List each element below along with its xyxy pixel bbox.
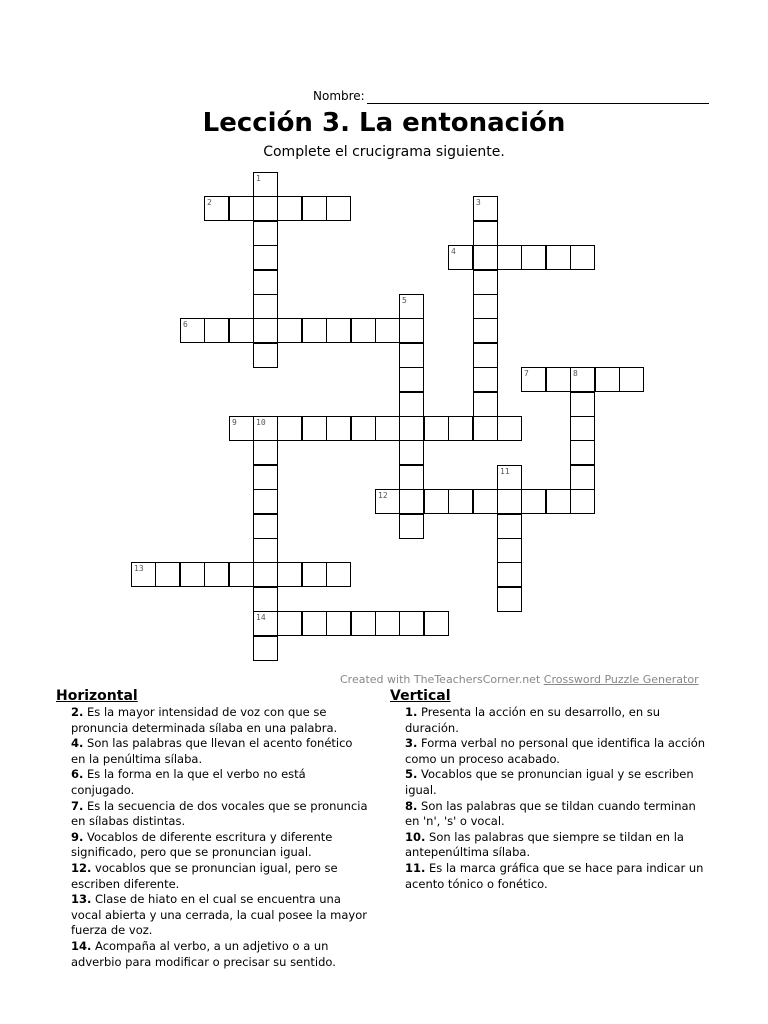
clue-number: 2 — [207, 198, 212, 207]
grid-cell[interactable] — [253, 294, 278, 319]
grid-cell[interactable] — [253, 343, 278, 368]
clue-number: 13 — [134, 564, 144, 573]
grid-cell[interactable] — [277, 196, 302, 221]
clue-item — [56, 799, 368, 830]
credit-text: Created with TheTeachersCorner.net — [340, 673, 541, 686]
grid-cell[interactable] — [399, 465, 424, 490]
grid-cell[interactable] — [326, 196, 351, 221]
clue-item-text: Es la forma en la que el verbo no está conjugado. — [71, 767, 306, 797]
clue-item — [56, 705, 368, 736]
grid-cell[interactable] — [253, 465, 278, 490]
grid-cell[interactable] — [399, 416, 424, 441]
grid-cell[interactable] — [497, 465, 522, 490]
clue-item-text: Es la mayor intensidad de voz con que se pronuncia determinada sílaba en una palabra. — [71, 705, 338, 735]
grid-cell[interactable] — [204, 562, 229, 587]
clue-number: 4 — [451, 247, 456, 256]
clue-item-text: Clase de hiato en el cual se encuentra una vocal abierta y una cerrada, la cual posee la mayor fuerza de voz. — [71, 892, 367, 938]
grid-cell[interactable] — [253, 416, 278, 441]
clue-item — [390, 799, 710, 830]
clue-item — [56, 861, 368, 892]
grid-cell[interactable] — [473, 489, 498, 514]
grid-cell[interactable] — [253, 245, 278, 270]
grid-cell[interactable] — [253, 172, 278, 197]
grid-cell[interactable] — [521, 489, 546, 514]
grid-cell[interactable] — [229, 318, 254, 343]
clue-number: 1 — [256, 174, 261, 183]
grid-cell[interactable] — [375, 416, 400, 441]
clue-item-number: 14. — [71, 938, 92, 953]
grid-cell[interactable] — [229, 196, 254, 221]
grid-cell[interactable] — [473, 270, 498, 295]
grid-cell[interactable] — [351, 318, 376, 343]
clue-item — [56, 892, 368, 939]
clues-down — [390, 688, 710, 892]
clue-item-number: 1. — [405, 705, 418, 719]
grid-cell[interactable] — [473, 343, 498, 368]
page-title: Lección 3. La entonación — [202, 108, 566, 138]
grid-cell[interactable] — [277, 611, 302, 636]
clue-item-number: 10. — [405, 829, 426, 844]
clue-item-number: 7. — [71, 798, 84, 813]
grid-cell[interactable] — [253, 538, 278, 563]
grid-cell[interactable] — [399, 294, 424, 319]
grid-cell[interactable] — [546, 367, 571, 392]
clue-number: 3 — [476, 198, 481, 207]
grid-cell[interactable] — [326, 318, 351, 343]
grid-cell[interactable] — [326, 416, 351, 441]
grid-cell[interactable] — [229, 416, 254, 441]
grid-cell[interactable] — [253, 270, 278, 295]
grid-cell[interactable] — [399, 367, 424, 392]
clue-item-number: 9. — [71, 829, 84, 844]
grid-cell[interactable] — [546, 489, 571, 514]
clues-across — [56, 688, 368, 970]
grid-cell[interactable] — [473, 416, 498, 441]
clue-item-text: Forma verbal no personal que identifica la acción como un proceso acabado. — [405, 736, 706, 766]
grid-cell[interactable] — [546, 245, 571, 270]
grid-cell[interactable] — [424, 489, 449, 514]
grid-cell[interactable] — [180, 318, 205, 343]
grid-cell[interactable] — [570, 416, 595, 441]
grid-cell[interactable] — [253, 636, 278, 661]
clue-list — [390, 705, 710, 892]
clue-item-text: Es la marca gráfica que se hace para indicar un acento tónico o fonético. — [405, 860, 704, 891]
grid-cell[interactable] — [302, 562, 327, 587]
grid-cell[interactable] — [473, 392, 498, 417]
clue-item — [390, 830, 710, 861]
clue-number: 14 — [256, 613, 266, 622]
grid-cell[interactable] — [473, 318, 498, 343]
grid-cell[interactable] — [326, 611, 351, 636]
clue-number: 7 — [524, 369, 529, 378]
grid-cell[interactable] — [497, 538, 522, 563]
clue-item — [390, 705, 710, 736]
generator-link[interactable]: Crossword Puzzle Generator — [543, 673, 699, 686]
name-label: Nombre: — [313, 89, 365, 103]
grid-cell[interactable] — [253, 611, 278, 636]
grid-cell[interactable] — [497, 416, 522, 441]
clue-number: 9 — [232, 418, 237, 427]
grid-cell[interactable] — [375, 611, 400, 636]
grid-cell[interactable] — [253, 489, 278, 514]
clue-item-number: 13. — [71, 892, 92, 907]
grid-cell[interactable] — [448, 489, 473, 514]
grid-cell[interactable] — [253, 514, 278, 539]
grid-cell[interactable] — [277, 318, 302, 343]
grid-cell[interactable] — [473, 367, 498, 392]
grid-cell[interactable] — [473, 245, 498, 270]
clue-number: 10 — [256, 418, 266, 427]
grid-cell[interactable] — [473, 294, 498, 319]
grid-cell[interactable] — [399, 318, 424, 343]
clue-item-number: 5. — [405, 767, 418, 782]
grid-cell[interactable] — [302, 416, 327, 441]
grid-cell[interactable] — [131, 562, 156, 587]
clue-number: 6 — [183, 320, 188, 329]
grid-cell[interactable] — [253, 440, 278, 465]
grid-cell[interactable] — [399, 489, 424, 514]
clue-item-number: 3. — [405, 736, 418, 751]
grid-cell[interactable] — [619, 367, 644, 392]
clue-item-text: vocablos que se pronuncian igual, pero se escriben diferente. — [71, 860, 338, 891]
page-subtitle: Complete el crucigrama siguiente. — [263, 144, 505, 160]
grid-cell[interactable] — [497, 245, 522, 270]
clue-item — [390, 767, 710, 798]
grid-cell[interactable] — [424, 416, 449, 441]
grid-cell[interactable] — [399, 611, 424, 636]
clue-item — [390, 861, 710, 892]
grid-cell[interactable] — [351, 416, 376, 441]
clue-item-number: 4. — [71, 736, 84, 751]
clue-item-text: Acompaña al verbo, a un adjetivo o a un adverbio para modificar o precisar su sentido. — [71, 938, 336, 969]
grid-cell[interactable] — [253, 318, 278, 343]
clue-number: 12 — [378, 491, 388, 500]
clue-number: 8 — [573, 369, 578, 378]
grid-cell[interactable] — [448, 416, 473, 441]
grid-cell[interactable] — [253, 562, 278, 587]
credit-line — [340, 673, 699, 686]
grid-cell[interactable] — [204, 318, 229, 343]
grid-cell[interactable] — [302, 318, 327, 343]
grid-cell[interactable] — [253, 587, 278, 612]
clue-list — [56, 705, 368, 970]
clues-across-heading: Horizontal — [56, 688, 138, 704]
grid-cell[interactable] — [570, 367, 595, 392]
clue-item-text: Presenta la acción en su desarrollo, en su duración. — [405, 705, 661, 735]
grid-cell[interactable] — [253, 196, 278, 221]
clue-item — [56, 939, 368, 970]
clue-item-text: Son las palabras que llevan el acento fonético en la penúltima sílaba. — [71, 736, 353, 766]
grid-cell[interactable] — [399, 343, 424, 368]
grid-cell[interactable] — [375, 318, 400, 343]
grid-cell[interactable] — [277, 562, 302, 587]
grid-cell[interactable] — [570, 465, 595, 490]
clue-item-number: 12. — [71, 860, 92, 875]
grid-cell[interactable] — [326, 562, 351, 587]
clue-item-text: Son las palabras que se tildan cuando terminan en 'n', 's' o vocal. — [405, 798, 696, 829]
grid-cell[interactable] — [155, 562, 180, 587]
grid-cell[interactable] — [204, 196, 229, 221]
clue-item-text: Vocablos de diferente escritura y diferente significado, pero que se pronuncian igual. — [71, 829, 333, 860]
grid-cell[interactable] — [570, 489, 595, 514]
grid-cell[interactable] — [595, 367, 620, 392]
clue-item-number: 11. — [405, 860, 426, 875]
grid-cell[interactable] — [399, 514, 424, 539]
clue-item — [56, 736, 368, 767]
grid-cell[interactable] — [521, 367, 546, 392]
clue-item — [56, 830, 368, 861]
clue-number: 5 — [402, 296, 407, 305]
grid-cell[interactable] — [521, 245, 546, 270]
clue-item — [56, 767, 368, 798]
grid-cell[interactable] — [473, 221, 498, 246]
grid-cell[interactable] — [473, 196, 498, 221]
grid-cell[interactable] — [448, 245, 473, 270]
grid-cell[interactable] — [424, 611, 449, 636]
clues-down-heading: Vertical — [390, 688, 451, 704]
grid-cell[interactable] — [497, 489, 522, 514]
grid-cell[interactable] — [570, 440, 595, 465]
clue-item-number: 6. — [71, 767, 84, 782]
clue-item-text: Son las palabras que siempre se tildan en la antepenúltima sílaba. — [405, 829, 684, 860]
clue-item-text: Vocablos que se pronuncian igual y se escriben igual. — [405, 767, 694, 797]
grid-cell[interactable] — [497, 514, 522, 539]
clue-item-number: 2. — [71, 705, 84, 719]
grid-cell[interactable] — [253, 221, 278, 246]
grid-cell[interactable] — [570, 245, 595, 270]
clue-item — [390, 736, 710, 767]
clue-item-number: 8. — [405, 798, 418, 813]
grid-cell[interactable] — [570, 392, 595, 417]
grid-cell[interactable] — [399, 440, 424, 465]
grid-cell[interactable] — [277, 416, 302, 441]
clue-item-text: Es la secuencia de dos vocales que se pronuncia en sílabas distintas. — [71, 798, 368, 829]
grid-cell[interactable] — [497, 562, 522, 587]
grid-cell[interactable] — [302, 611, 327, 636]
grid-cell[interactable] — [399, 392, 424, 417]
grid-cell[interactable] — [180, 562, 205, 587]
clue-number: 11 — [500, 467, 510, 476]
grid-cell[interactable] — [229, 562, 254, 587]
grid-cell[interactable] — [375, 489, 400, 514]
grid-cell[interactable] — [302, 196, 327, 221]
grid-cell[interactable] — [497, 587, 522, 612]
grid-cell[interactable] — [351, 611, 376, 636]
